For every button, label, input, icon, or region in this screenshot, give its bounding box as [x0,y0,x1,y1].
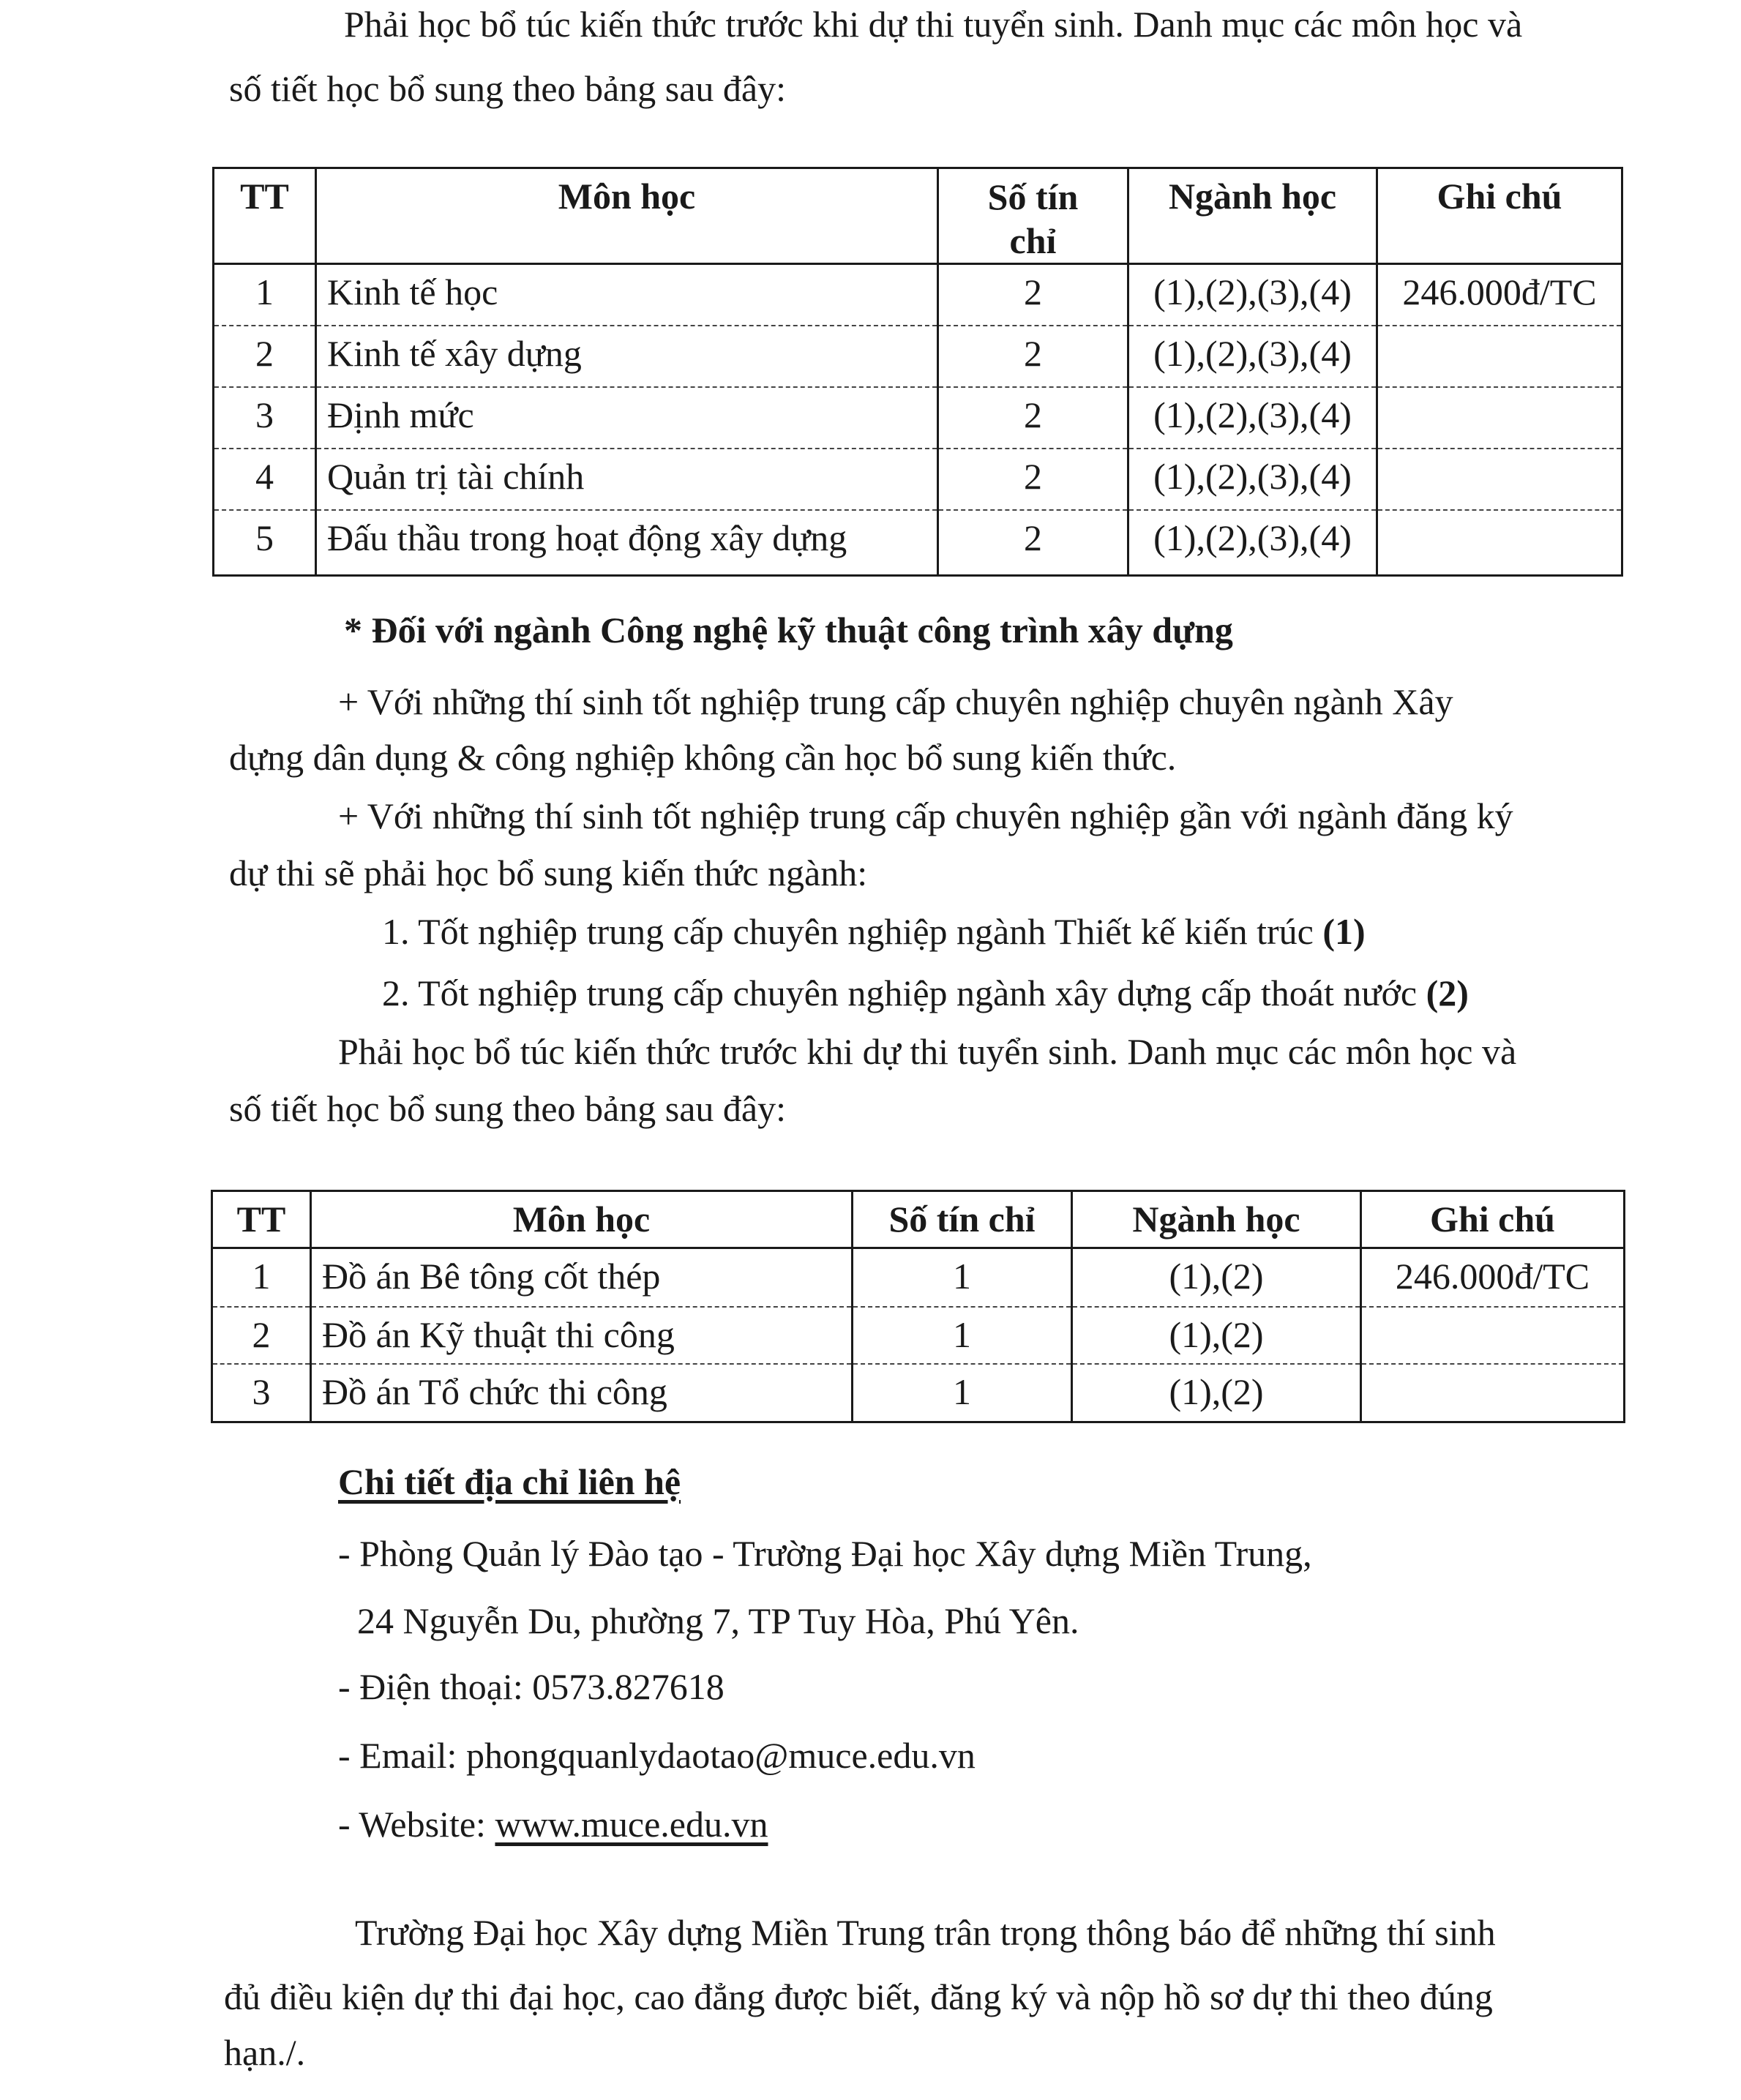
contact-phone: - Điện thoại: 0573.827618 [338,1666,725,1707]
row-subject: Đấu thầu trong hoạt động xây dựng [316,510,938,576]
closing-line1: Trường Đại học Xây dựng Miền Trung trân trọng thông báo để những thí sinh [355,1912,1496,1953]
row-credits: 2 [938,264,1128,326]
row-credits: 2 [938,326,1128,387]
row-majors: (1),(2) [1072,1307,1361,1364]
item1-text: 1. Tốt nghiệp trung cấp chuyên nghiệp ngành Thiết kế kiến trúc [382,911,1323,952]
subjects-table-2 [211,1190,1625,1423]
table2-header-credits: Số tín chỉ [853,1191,1072,1248]
row-majors: (1),(2),(3),(4) [1128,449,1377,510]
item1-tag: (1) [1322,911,1366,952]
subjects-table-1 [212,167,1623,577]
contact-email[interactable]: - Email: phongquanlydaotao@muce.edu.vn [338,1735,976,1776]
table1-header-note: Ghi chú [1377,168,1622,264]
table-row [212,1364,1625,1422]
row-tt: 1 [214,264,316,326]
row-subject: Đồ án Tổ chức thi công [311,1364,853,1422]
row-note [1361,1307,1625,1364]
section2-para2-line1: + Với những thí sinh tốt nghiệp trung cấp chuyên nghiệp gần với ngành đăng ký [338,795,1513,836]
contact-office: - Phòng Quản lý Đào tạo - Trường Đại học Xây dựng Miền Trung, [338,1533,1312,1574]
website-label: - Website: [338,1804,495,1845]
table2-header-subject: Môn học [311,1191,853,1248]
section2-item1 [382,913,1366,950]
table1-header-row [214,168,1622,264]
table-row [214,510,1622,576]
contact-heading: Chi tiết địa chỉ liên hệ [338,1461,681,1502]
section2-para2-line2: dự thi sẽ phải học bổ sung kiến thức ngành: [229,852,868,893]
section2-item2 [382,972,1469,1013]
intro2-line2: số tiết học bổ sung theo bảng sau đây: [229,1088,786,1129]
table-row [212,1307,1625,1364]
row-credits: 1 [853,1248,1072,1307]
row-subject: Định mức [316,387,938,449]
section2-para1-line1: + Với những thí sinh tốt nghiệp trung cấp chuyên nghiệp chuyên ngành Xây [338,681,1453,722]
intro2-line1: Phải học bổ túc kiến thức trước khi dự thi tuyển sinh. Danh mục các môn học và [338,1031,1517,1072]
website-link[interactable]: www.muce.edu.vn [495,1804,768,1845]
table2-header-majors: Ngành học [1072,1191,1361,1248]
table-row [214,264,1622,326]
table1-header-credits-line1: Số tín [987,176,1079,217]
row-tt: 1 [212,1248,311,1307]
contact-address: 24 Nguyễn Du, phường 7, TP Tuy Hòa, Phú Yên. [357,1600,1079,1641]
row-credits: 1 [853,1364,1072,1422]
row-majors: (1),(2),(3),(4) [1128,510,1377,576]
table1-header-majors: Ngành học [1128,168,1377,264]
row-tt: 3 [212,1364,311,1422]
table1-header-subject: Môn học [316,168,938,264]
row-majors: (1),(2) [1072,1248,1361,1307]
table-row [214,326,1622,387]
row-tt: 2 [214,326,316,387]
table1-header-credits [938,168,1128,264]
row-subject: Đồ án Kỹ thuật thi công [311,1307,853,1364]
row-subject: Quản trị tài chính [316,449,938,510]
contact-website [338,1804,768,1845]
row-note [1361,1364,1625,1422]
row-majors: (1),(2),(3),(4) [1128,264,1377,326]
row-subject: Kinh tế học [316,264,938,326]
table-row [214,387,1622,449]
table2-header-row [212,1191,1625,1248]
table1-header-credits-line2: chỉ [1009,220,1057,261]
intro1-line1: Phải học bổ túc kiến thức trước khi dự thi tuyển sinh. Danh mục các môn học và [344,4,1523,45]
row-tt: 3 [214,387,316,449]
row-tt: 2 [212,1307,311,1364]
row-note: 246.000đ/TC [1361,1248,1625,1307]
table2-header-note: Ghi chú [1361,1191,1625,1248]
row-note [1377,387,1622,449]
row-majors: (1),(2) [1072,1364,1361,1422]
row-credits: 1 [853,1307,1072,1364]
table-row [214,449,1622,510]
table-row [212,1248,1625,1307]
closing-line2: đủ điều kiện dự thi đại học, cao đẳng được biết, đăng ký và nộp hồ sơ dự thi theo đúng [224,1976,1493,2017]
row-note [1377,449,1622,510]
section2-heading: * Đối với ngành Công nghệ kỹ thuật công trình xây dựng [344,610,1233,650]
intro1-line2: số tiết học bổ sung theo bảng sau đây: [229,68,786,109]
row-note [1377,510,1622,576]
section2-para1-line2: dựng dân dụng & công nghiệp không cần học bổ sung kiến thức. [229,737,1177,778]
table2-header-tt: TT [212,1191,311,1248]
row-subject: Kinh tế xây dựng [316,326,938,387]
item2-tag: (2) [1426,972,1469,1013]
row-majors: (1),(2),(3),(4) [1128,326,1377,387]
row-note: 246.000đ/TC [1377,264,1622,326]
row-majors: (1),(2),(3),(4) [1128,387,1377,449]
item2-text: 2. Tốt nghiệp trung cấp chuyên nghiệp ngành xây dựng cấp thoát nước [382,972,1426,1013]
row-credits: 2 [938,449,1128,510]
row-credits: 2 [938,387,1128,449]
table1-header-tt: TT [214,168,316,264]
row-credits: 2 [938,510,1128,576]
row-tt: 5 [214,510,316,576]
row-subject: Đồ án Bê tông cốt thép [311,1248,853,1307]
row-note [1377,326,1622,387]
closing-line3: hạn./. [224,2032,306,2073]
row-tt: 4 [214,449,316,510]
